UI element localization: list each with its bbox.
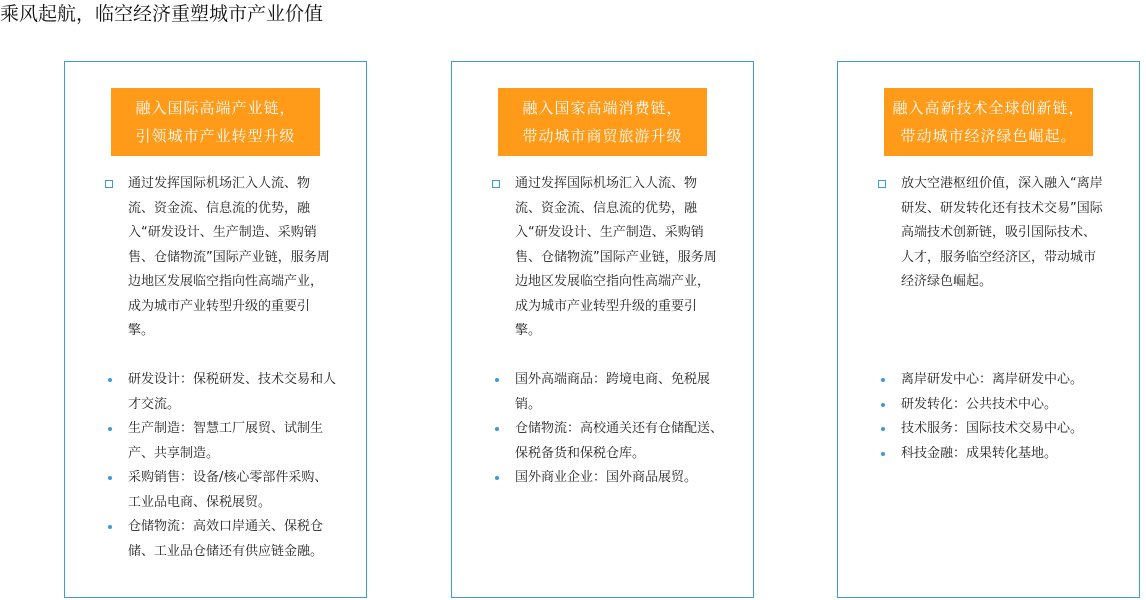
square-bullet-icon [492, 180, 500, 188]
card-header-line1: 融入高新技术全球创新链， [892, 99, 1085, 117]
list-item [492, 417, 724, 466]
card-header-line2: 引领城市产业转型升级 [135, 127, 296, 145]
card-header-line2: 带动城市经济绿色崛起。 [900, 127, 1077, 145]
card-intro-text: 通过发挥国际机场汇入人流、物流、资金流、信息流的优势，融入“研发设计、生产制造、采购销售、仓储物流”国际产业链，服务周边地区发展临空指向性高端产业，成为城市产业转型升级的重要引擎。 [515, 176, 717, 338]
list-item [105, 515, 337, 564]
list-item-text: 仓储物流：高校通关还有仓储配送、保税备货和保税仓库。 [515, 421, 724, 461]
list-item [878, 442, 1110, 467]
dot-bullet-icon [108, 525, 112, 529]
industry-card-consumption-chain [451, 61, 754, 598]
dot-bullet-icon [495, 378, 499, 382]
list-item [105, 466, 337, 515]
list-item-text: 采购销售：设备/核心零部件采购、工业品电商、保税展贸。 [128, 470, 328, 510]
dot-bullet-icon [881, 378, 885, 382]
card-intro [105, 172, 330, 344]
card-header-line2: 带动城市商贸旅游升级 [522, 127, 683, 145]
list-item [105, 368, 337, 417]
list-item [105, 417, 337, 466]
card-intro-text: 放大空港枢纽价值，深入融入“离岸研发、研发转化还有技术交易”国际高端技术创新链，吸引国际技术、人才，服务临空经济区，带动城市经济绿色崛起。 [901, 176, 1103, 289]
card-header [884, 88, 1093, 156]
list-item-text: 研发转化：公共技术中心。 [901, 396, 1058, 412]
list-item-text: 仓储物流：高效口岸通关、保税仓储、工业品仓储还有供应链金融。 [128, 519, 324, 559]
dot-bullet-icon [495, 427, 499, 431]
dot-bullet-icon [881, 452, 885, 456]
card-header-line1: 融入国家高端消费链， [522, 99, 683, 117]
dot-bullet-icon [108, 427, 112, 431]
list-item [492, 368, 724, 417]
list-item-text: 国外商业企业：国外商品展贸。 [515, 470, 698, 485]
dot-bullet-icon [881, 427, 885, 431]
industry-card-international-chain [64, 61, 367, 598]
list-item-text: 技术服务：国际技术交易中心。 [901, 421, 1084, 436]
card-intro-text: 通过发挥国际机场汇入人流、物流、资金流、信息流的优势，融入“研发设计、生产制造、采购销售、仓储物流”国际产业链，服务周边地区发展临空指向性高端产业，成为城市产业转型升级的重要引擎。 [128, 176, 330, 338]
card-bullet-list [105, 368, 337, 564]
card-bullet-list [492, 368, 724, 491]
list-item-text: 生产制造：智慧工厂展贸、试制生产、共享制造。 [128, 421, 324, 461]
card-header [111, 88, 320, 156]
dot-bullet-icon [495, 476, 499, 480]
dot-bullet-icon [108, 476, 112, 480]
list-item [878, 393, 1110, 418]
list-item-text: 科技金融：成果转化基地。 [901, 445, 1058, 461]
list-item-text: 离岸研发中心：离岸研发中心。 [901, 372, 1084, 387]
card-bullet-list [878, 368, 1110, 466]
card-intro [492, 172, 717, 344]
list-item-text: 研发设计：保税研发、技术交易和人才交流。 [128, 372, 337, 412]
list-item [492, 466, 724, 491]
card-header-line1: 融入国际高端产业链， [135, 99, 296, 117]
square-bullet-icon [105, 180, 113, 188]
dot-bullet-icon [881, 403, 885, 407]
list-item [878, 368, 1110, 393]
dot-bullet-icon [108, 378, 112, 382]
industry-card-innovation-chain [837, 61, 1140, 598]
square-bullet-icon [878, 180, 886, 188]
page-title: 乘风起航，临空经济重塑城市产业价值 [0, 3, 324, 25]
card-intro [878, 172, 1103, 295]
list-item [878, 417, 1110, 442]
card-header [498, 88, 707, 156]
list-item-text: 国外高端商品：跨境电商、免税展销。 [515, 372, 711, 412]
